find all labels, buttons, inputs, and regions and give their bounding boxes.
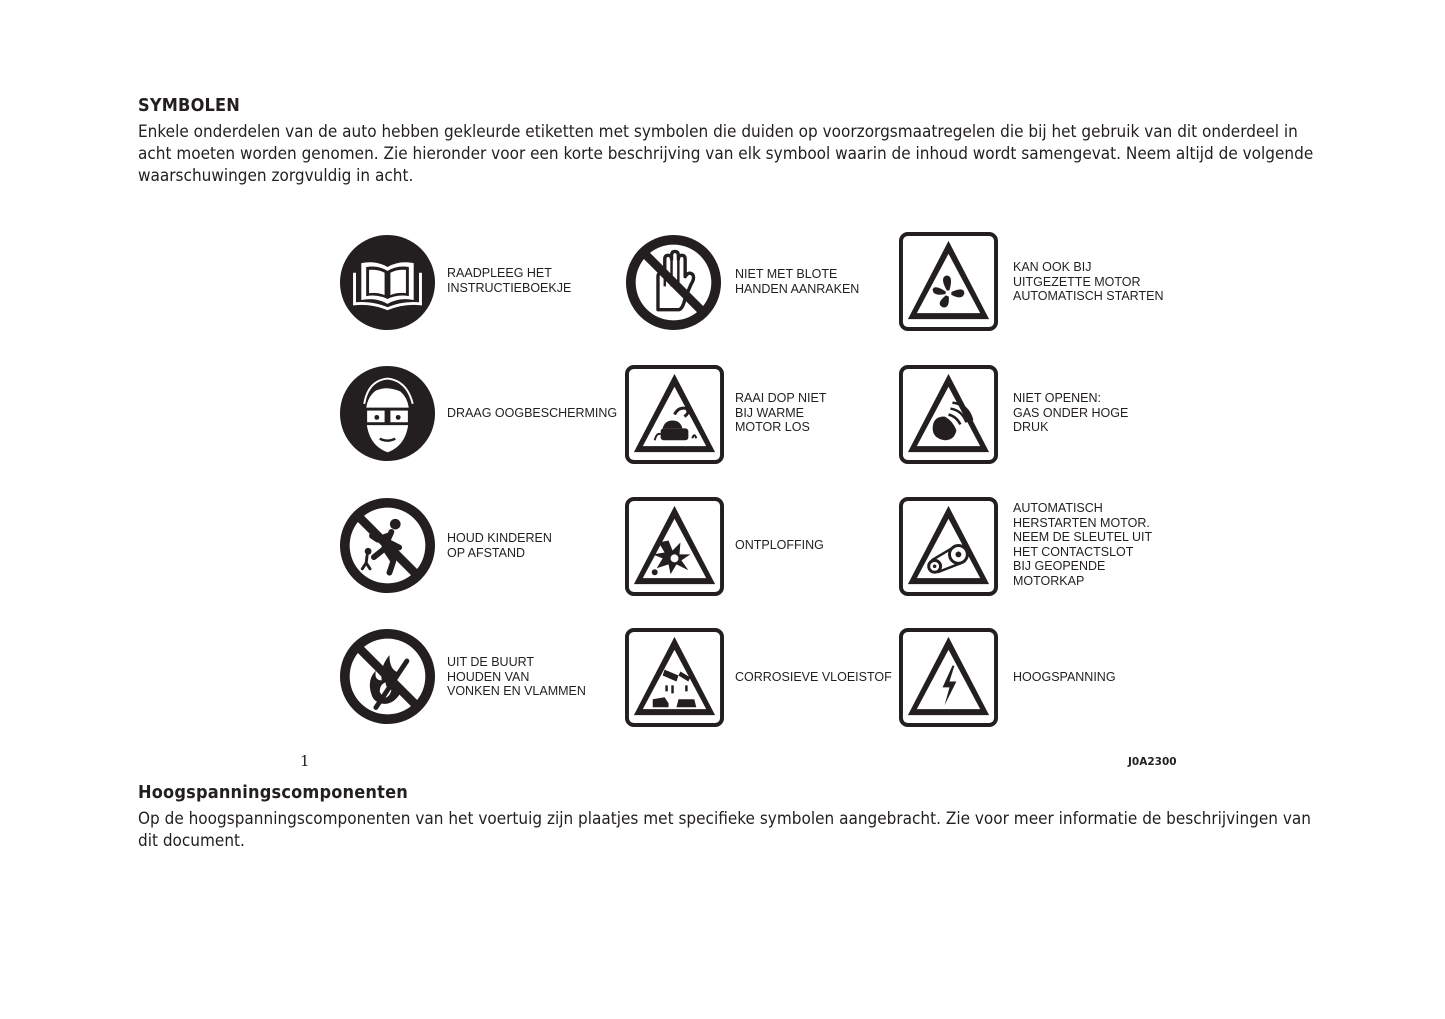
high-voltage-icon: [899, 628, 998, 727]
symbol-label: NIET MET BLOTE HANDEN AANRAKEN: [735, 267, 860, 296]
symbol-label: DRAAG OOGBESCHERMING: [447, 406, 618, 420]
symbol-label: UIT DE BUURT HOUDEN VAN VONKEN EN VLAMMEN: [447, 655, 586, 699]
engine-auto-restart-icon: [899, 497, 998, 596]
symbol-label: AUTOMATISCH HERSTARTEN MOTOR. NEEM DE SLEUTEL UIT HET CONTACTSLOT BIJ GEOPENDE MOTORKAP: [1013, 501, 1153, 588]
do-not-touch-icon: [625, 234, 722, 331]
eye-protection-icon: [339, 365, 436, 462]
symbol-label: CORROSIEVE VLOEISTOF: [735, 670, 892, 684]
figure-number: 1: [300, 752, 310, 770]
instruction-book-icon: [339, 234, 436, 331]
figure-code: J0A2300: [1128, 756, 1177, 768]
symbol-label: KAN OOK BIJ UITGEZETTE MOTOR AUTOMATISCH STARTEN: [1013, 260, 1164, 304]
no-sparks-flames-icon: [339, 628, 436, 725]
symbol-label: RAADPLEEG HET INSTRUCTIEBOEKJE: [447, 266, 572, 295]
hot-cap-warning-icon: [625, 365, 724, 464]
pressurized-gas-icon: [899, 365, 998, 464]
intro-paragraph: Enkele onderdelen van de auto hebben gekleurde etiketten met symbolen die duiden op voorzorgsmaatregelen die bij het gebruik van dit onderdeel in acht moeten worden genomen. Zie hieronder voor een korte beschrijving van elk symbool waarin de inhoud wordt samengevat. Neem altijd de volgende waarschuwingen zorgvuldig in acht.: [138, 122, 1314, 186]
symbol-label: ONTPLOFFING: [735, 538, 824, 552]
explosion-warning-icon: [625, 497, 724, 596]
symbol-label: RAAI DOP NIET BIJ WARME MOTOR LOS: [735, 391, 827, 435]
symbol-label: HOUD KINDEREN OP AFSTAND: [447, 531, 552, 560]
symbol-label: NIET OPENEN: GAS ONDER HOGE DRUK: [1013, 391, 1129, 435]
section-title-symbolen: SYMBOLEN: [138, 95, 241, 116]
symbol-label: HOOGSPANNING: [1013, 670, 1116, 684]
fan-auto-start-icon: [899, 232, 998, 331]
high-voltage-paragraph: Op de hoogspanningscomponenten van het voertuig zijn plaatjes met specifieke symbolen aangebracht. Zie voor meer informatie de beschrijvingen van dit document.: [138, 809, 1312, 851]
corrosive-liquid-icon: [625, 628, 724, 727]
keep-children-away-icon: [339, 497, 436, 594]
section-title-hoogspanningscomponenten: Hoogspanningscomponenten: [138, 782, 408, 803]
